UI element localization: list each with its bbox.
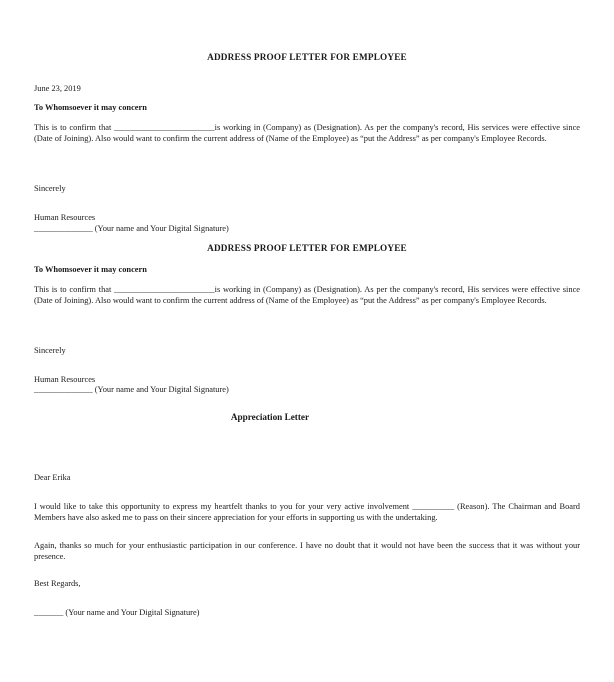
letter3-signature-line: _______ (Your name and Your Digital Signature) <box>34 608 200 617</box>
letter2-title: ADDRESS PROOF LETTER FOR EMPLOYEE <box>207 243 407 253</box>
letter3-body-1: I would like to take this opportunity to express my heartfelt thanks to you for your very active involvement __________ (Reason). The Chairman and Board Members have also asked me to pass on their sincere appreciation for your efforts in supporting us with the undertaking. <box>34 502 580 522</box>
letter2-signature-line: ______________ (Your name and Your Digital Signature) <box>34 385 229 394</box>
letter2-department: Human Resources <box>34 375 96 384</box>
letter1-closing: Sincerely <box>34 184 66 193</box>
letter3-body-2: Again, thanks so much for your enthusiastic participation in our conference. I have no doubt that it would not have been the success that it was without your presence. <box>34 541 580 561</box>
letter3-salutation: Dear Erika <box>34 473 71 482</box>
letter1-body: This is to confirm that ________________________is working in (Company) as (Designation). As per the company's record, His services were effective since (Date of Joining). Also would want to confirm the current address of (Name of the Employee) as “put the Address” as per company's Employee Records. <box>34 123 580 143</box>
letter1-date: June 23, 2019 <box>34 84 81 93</box>
letter1-title: ADDRESS PROOF LETTER FOR EMPLOYEE <box>207 52 407 62</box>
letter2-closing: Sincerely <box>34 346 66 355</box>
letter2-body: This is to confirm that ________________________is working in (Company) as (Designation). As per the company's record, His services were effective since (Date of Joining). Also would want to confirm the current address of (Name of the Employee) as “put the Address” as per company's Employee Records. <box>34 285 580 305</box>
letter3-closing: Best Regards, <box>34 579 81 588</box>
letter1-signature-line: ______________ (Your name and Your Digital Signature) <box>34 224 229 233</box>
letter1-salutation: To Whomsoever it may concern <box>34 103 147 112</box>
letter1-department: Human Resources <box>34 213 96 222</box>
letter3-title: Appreciation Letter <box>230 412 310 422</box>
letter2-salutation: To Whomsoever it may concern <box>34 265 147 274</box>
